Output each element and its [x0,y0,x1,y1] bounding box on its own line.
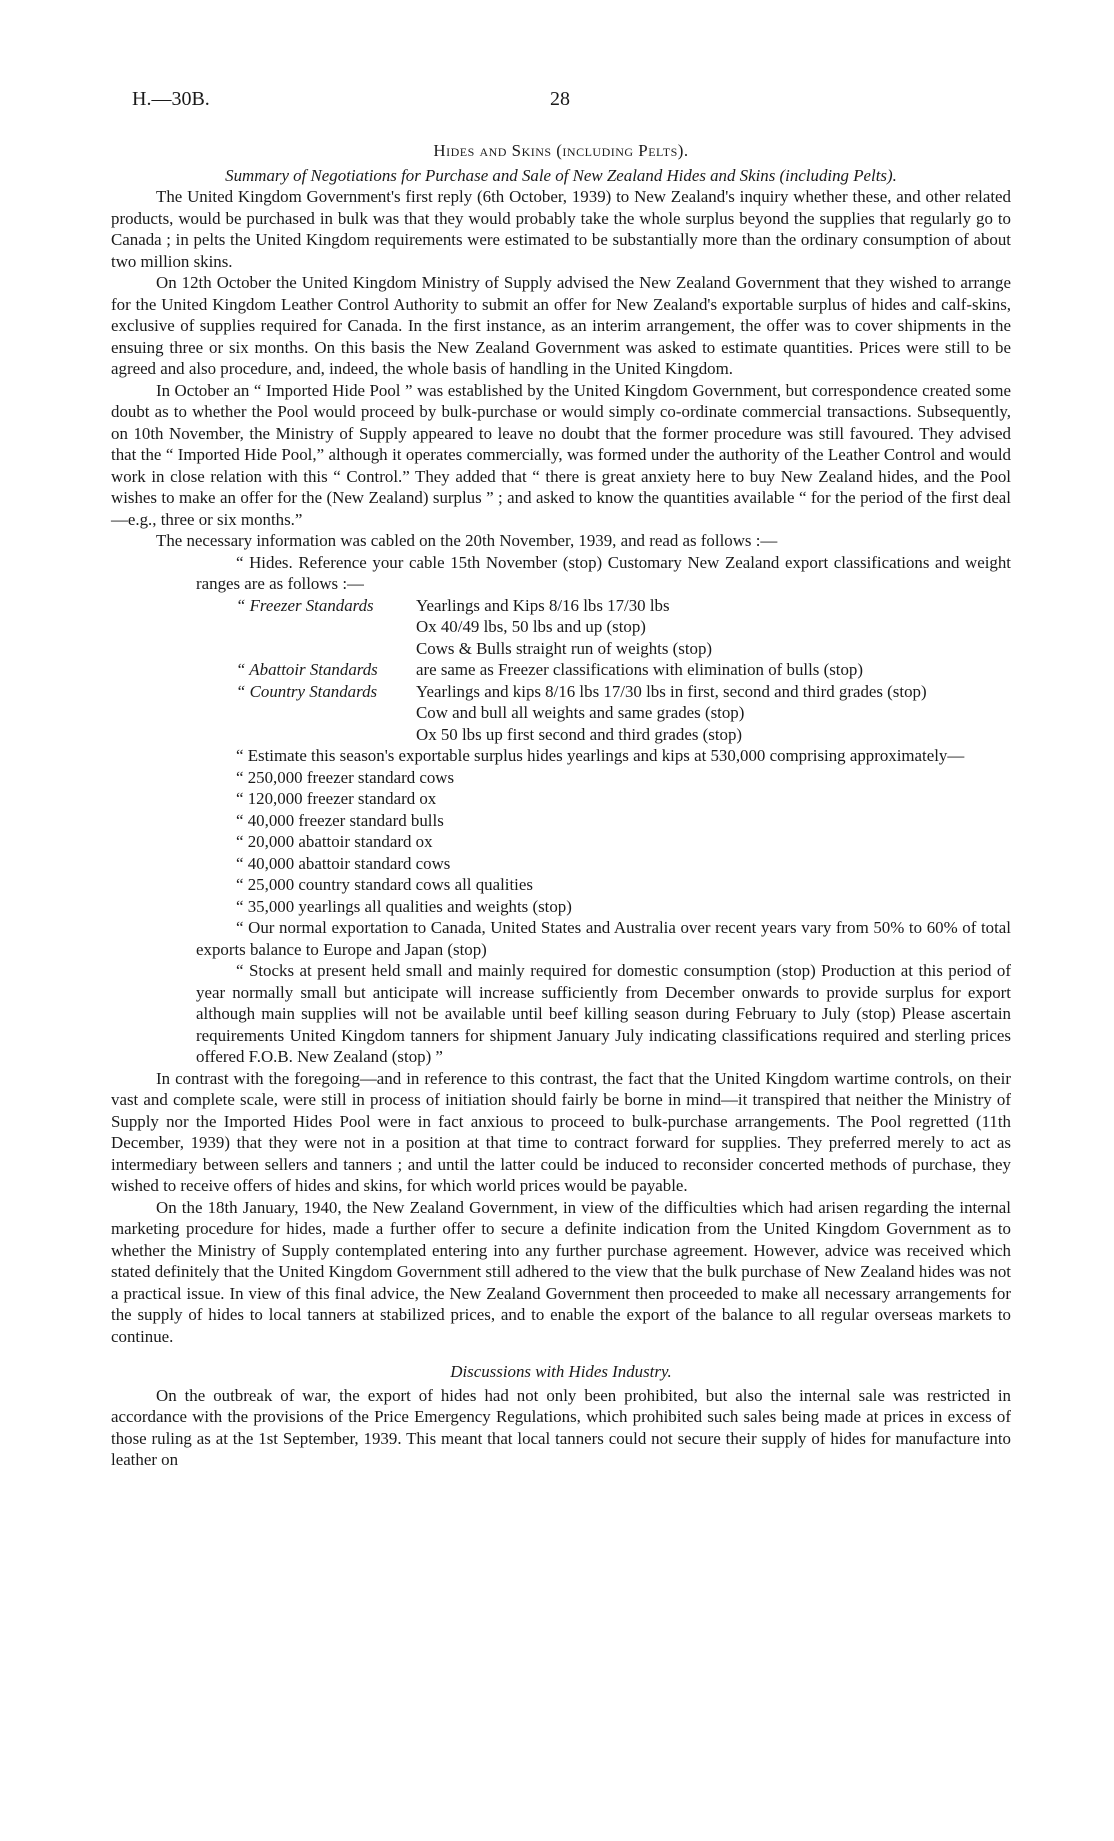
freezer-standards-lines [416,595,1011,660]
abattoir-standards-text: are same as Freezer classifications with elimination of bulls (stop) [416,660,863,679]
cable-stocks: “ Stocks at present held small and mainly required for domestic consumption (stop) Production at this period of year normally small but anticipate will increase sufficiently from December onwards to provide surplus for export although main supplies will not be available until beef killing season during February to July (stop) Please ascertain requirements United Kingdom tanners for shipment January July indicating classifications required and sterling prices offered F.O.B. New Zealand (stop) ” [196,961,1011,1066]
surplus-item: “ 250,000 freezer standard cows [236,767,455,787]
freezer-line: Ox 40/49 lbs, 50 lbs and up (stop) [416,617,646,636]
country-line: Ox 50 lbs up first second and third grades (stop) [416,724,743,744]
cable-export: “ Our normal exportation to Canada, United States and Australia over recent years vary from 50% to 60% of total exports balance to Europe and Japan (stop) [196,918,1011,959]
freezer-line: Cows & Bulls straight run of weights (stop) [416,638,713,658]
country-line: Yearlings and kips 8/16 lbs 17/30 lbs in first, second and third grades (stop) [416,681,927,701]
surplus-item: “ 120,000 freezer standard ox [236,789,437,808]
freezer-standards-label: “ Freezer Standards [236,595,374,615]
page-body [111,140,1011,1471]
surplus-item: “ 20,000 abattoir standard ox [236,832,433,851]
subsection-title: Discussions with Hides Industry. [450,1362,672,1381]
surplus-item: “ 40,000 abattoir standard cows [236,853,451,873]
country-standards-label: “ Country Standards [236,681,378,701]
abattoir-standards-label: “ Abattoir Standards [236,660,378,679]
paragraph-7: On the outbreak of war, the export of hides had not only been prohibited, but also the internal sale was restricted in accordance with the provisions of the Price Emergency Regulations, which prohibited such sales being made at prices in excess of those ruling as at the 1st September, 1939. This meant that local tanners could not secure their supply of hides for manufacture into leather on [111,1385,1011,1469]
country-standards-lines [416,681,1011,746]
paragraph-3: In October an “ Imported Hide Pool ” was established by the United Kingdom Government, but correspondence created some doubt as to whether the Pool would proceed by bulk-purchase or would simply co-ordinate commercial transactions. Subsequently, on 10th November, the Ministry of Supply appeared to leave no doubt that the former procedure was still favoured. They advised that the “ Imported Hide Pool,” although it operates commercially, was formed under the authority of the Leather Control and would work in close relation with this “ Control.” They added that “ there is great anxiety here to buy New Zealand hides, and the Pool wishes to make an offer for the (New Zealand) surplus ” ; and asked to know the quantities available “ for the period of the first deal—e.g., three or six months.” [111,380,1011,529]
paragraph-5: In contrast with the foregoing—and in reference to this contrast, the fact that the United Kingdom wartime controls, on their vast and complete scale, were still in process of initiation should fairly be borne in mind—it transpired that neither the Ministry of Supply nor the Imported Hides Pool were in fact anxious to proceed to bulk-purchase arrangements. The Pool regretted (11th December, 1939) that they were not in a position at that time to contract forward for supplies. They preferred merely to act as intermediary between sellers and tanners ; and until the latter could be induced to reconsider concerted methods of purchase, they wished to receive offers of hides and skins, for which world prices would be payable. [111,1068,1011,1195]
surplus-item: “ 40,000 freezer standard bulls [236,810,444,830]
paragraph-4: The necessary information was cabled on the 20th November, 1939, and read as follows :— [156,531,778,550]
section-title: Hides and Skins (including Pelts). [433,141,689,160]
cable-estimate: “ Estimate this season's exportable surplus hides yearlings and kips at 530,000 comprising approximately— [236,746,965,765]
surplus-item: “ 25,000 country standard cows all qualities [236,875,533,894]
cable-export-block [111,917,1011,1068]
paragraph-6: On the 18th January, 1940, the New Zealand Government, in view of the difficulties which had arisen regarding the internal marketing procedure for hides, made a further offer to secure a definite indication from the United Kingdom Government as to whether the Ministry of Supply contemplated entering into any further purchase agreement. However, advice was received which stated definitely that the United Kingdom Government still adhered to the view that the bulk purchase of New Zealand hides was not a practical issue. In view of this final advice, the New Zealand Government then proceeded to make all necessary arrangements for the supply of hides to local tanners at stabilized prices, and to enable the export of the balance to all regular overseas markets to continue. [111,1197,1011,1346]
document-reference: H.—30B. [132,88,210,110]
abattoir-standards [236,659,1011,681]
paragraph-2: On 12th October the United Kingdom Ministry of Supply advised the New Zealand Government that they wished to arrange for the United Kingdom Leather Control Authority to submit an offer for New Zealand's exportable surplus of hides and calf-skins, exclusive of supplies required for Canada. In the first instance, as an interim arrangement, the offer was to cover shipments in the ensuing three or six months. On this basis the New Zealand Government was asked to estimate quantities. Prices were still to be agreed and also procedure, and, indeed, the whole basis of handling in the United Kingdom. [111,273,1011,378]
cable-estimate-block [111,745,1011,767]
paragraph-1: The United Kingdom Government's first reply (6th October, 1939) to New Zealand's inquiry whether these, and other related products, would be purchased in bulk was that they would probably take the whole surplus beyond the supplies that regularly go to Canada ; in pelts the United Kingdom requirements were estimated to be substantially more than the ordinary consumption of about two million skins. [111,187,1011,271]
country-standards [236,681,1011,746]
freezer-line: Yearlings and Kips 8/16 lbs 17/30 lbs [416,595,670,615]
section-subtitle: Summary of Negotiations for Purchase and Sale of New Zealand Hides and Skins (including Pelts). [225,165,897,185]
surplus-item: “ 35,000 yearlings all qualities and weights (stop) [236,896,572,916]
freezer-standards [236,595,1011,660]
page-number: 28 [550,88,570,110]
cable-quote [111,552,1011,595]
cable-intro: “ Hides. Reference your cable 15th November (stop) Customary New Zealand export classifications and weight ranges are as follows :— [196,552,1011,593]
country-line: Cow and bull all weights and same grades (stop) [416,703,745,722]
